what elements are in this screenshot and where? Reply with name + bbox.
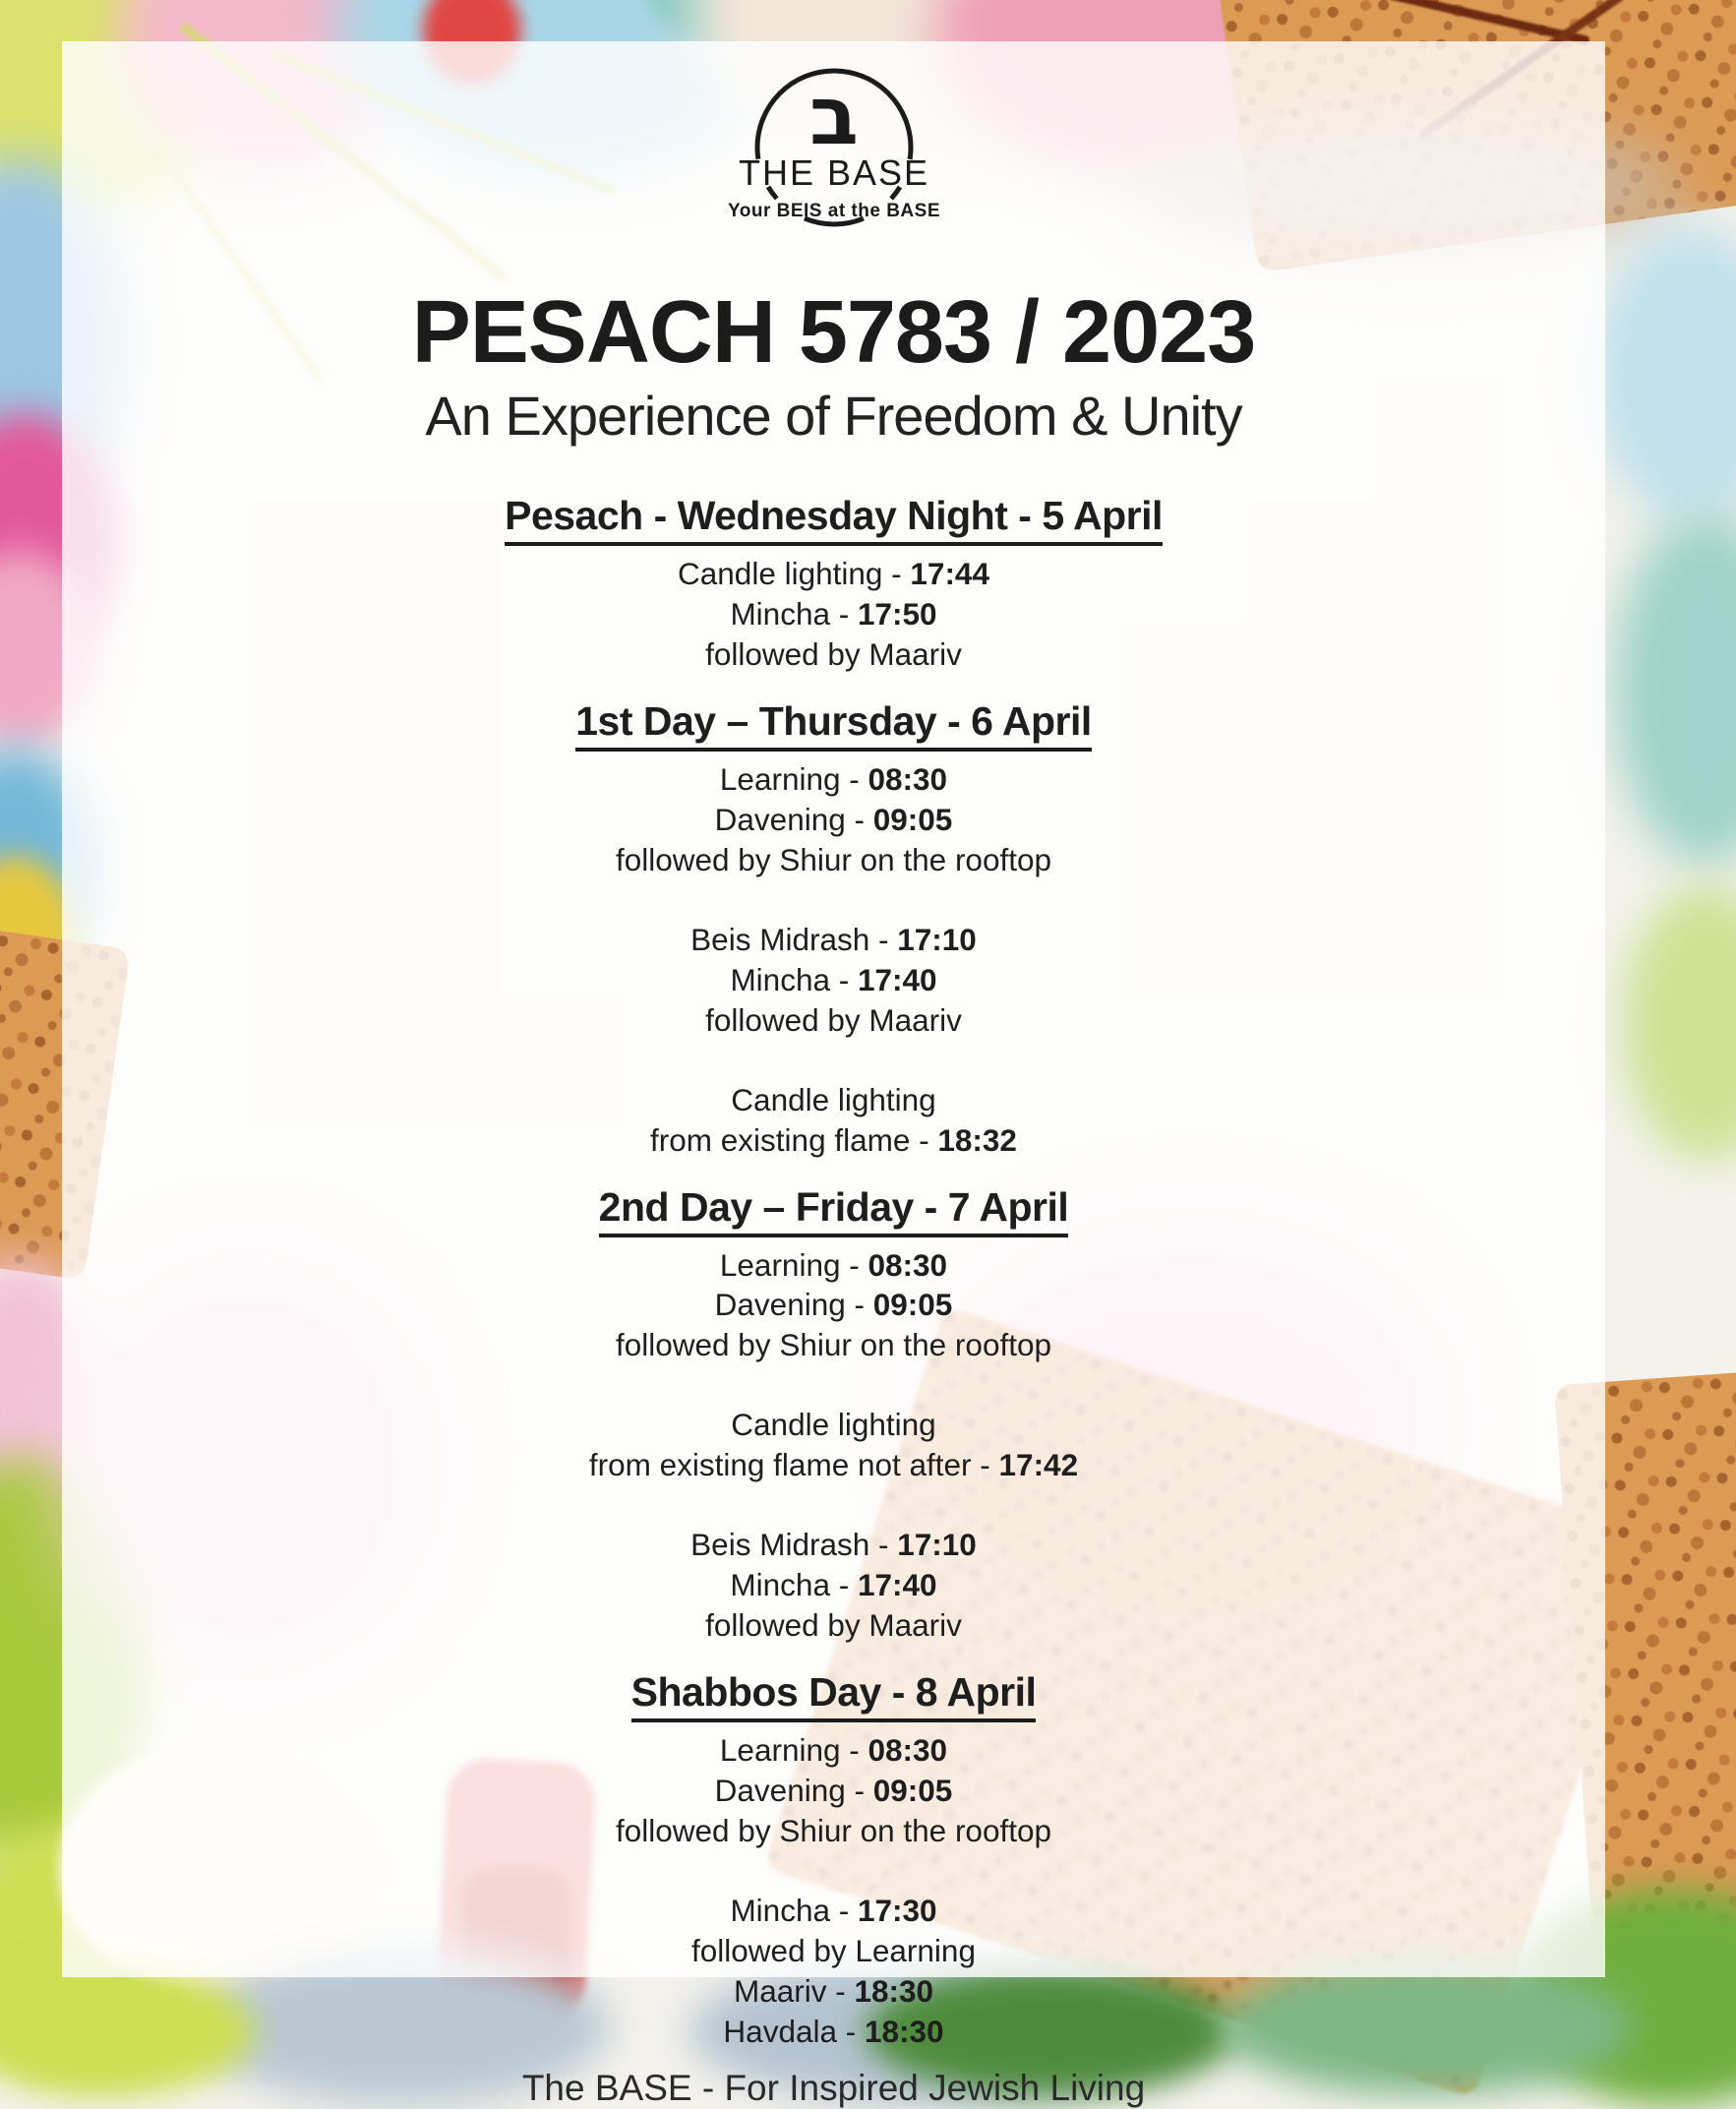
time-value: 08:30 [868,761,948,797]
schedule-label: Beis Midrash - [690,1527,898,1563]
schedule-group [616,1730,1051,1851]
time-value: 09:05 [872,1772,953,1808]
schedule-line [589,1565,1078,1605]
schedule-group [505,554,1163,675]
logo-graphic [716,57,952,259]
schedule-line: followed by Maariv [705,1607,962,1644]
schedule-sections [505,469,1163,2051]
the-base-logo [716,57,952,264]
schedule-group [575,1080,1092,1161]
schedule-line [575,800,1092,840]
section-heading-text: Pesach - Wednesday Night - 5 April [505,493,1163,546]
schedule-line [589,1525,1078,1565]
time-value: 18:32 [937,1121,1017,1158]
watercolor-blob [1593,226,1736,521]
time-value: 18:30 [854,1972,934,2009]
section-heading [575,698,1092,752]
time-value: 17:42 [998,1447,1079,1483]
schedule-group [589,1245,1078,1366]
schedule-group [589,1405,1078,1485]
schedule-label: Davening - [714,801,873,837]
schedule-label: Mincha - [730,1567,858,1603]
watercolor-blob [1623,885,1736,1161]
schedule-section [575,698,1092,1161]
page-subtitle: An Experience of Freedom & Unity [425,385,1242,448]
schedule-label: Candle lighting - [678,556,911,592]
footer-tagline: The BASE - For Inspired Jewish Living [521,2067,1146,2108]
schedule-line [616,2012,1051,2052]
schedule-group [575,759,1092,880]
logo-wordmark: THE BASE [738,152,929,193]
page-title: PESACH 5783 / 2023 [411,283,1256,382]
schedule-label: Mincha - [730,596,858,633]
schedule-line [575,960,1092,1000]
schedule-line: followed by Maariv [705,1001,962,1038]
watercolor-blob [1220,1958,1633,2095]
schedule-line [616,1771,1051,1811]
section-heading [616,1669,1051,1722]
section-heading [505,493,1163,546]
schedule-group [616,1891,1051,2052]
schedule-line: followed by Shiur on the rooftop [615,841,1052,877]
time-value: 09:05 [872,1287,953,1323]
schedule-line [616,1971,1051,2012]
schedule-line [575,1120,1092,1161]
schedule-line: followed by Maariv [705,636,962,673]
time-value: 17:30 [857,1892,937,1928]
schedule-line [505,554,1163,594]
section-heading [589,1184,1078,1237]
time-value: 17:10 [897,921,977,957]
time-value: 08:30 [868,1246,948,1283]
schedule-label: from existing flame not after - [588,1447,999,1483]
schedule-line [616,1730,1051,1771]
schedule-label: Mincha - [730,961,858,997]
schedule-section [589,1184,1078,1647]
schedule-label: Davening - [714,1772,873,1808]
hebrew-bet-icon: ב [808,70,859,163]
schedule-label: Mincha - [730,1892,858,1928]
schedule-line [589,1245,1078,1286]
schedule-label: Havdala - [723,2013,865,2049]
time-value: 17:10 [897,1527,977,1563]
flyer-content [62,41,1605,2108]
schedule-line: followed by Learning [691,1932,976,1968]
logo-tagline: Your BEIS at the BASE [727,201,940,221]
schedule-group [575,920,1092,1041]
schedule-line: Candle lighting [731,1081,936,1117]
schedule-section [505,493,1163,675]
schedule-line: followed by Shiur on the rooftop [615,1812,1052,1848]
schedule-group [589,1525,1078,1646]
schedule-line: Candle lighting [731,1407,936,1443]
schedule-label: Maariv - [733,1972,855,2009]
schedule-line [589,1285,1078,1325]
section-heading-text: Shabbos Day - 8 April [631,1669,1037,1722]
schedule-line [575,759,1092,800]
schedule-label: from existing flame - [650,1121,938,1158]
time-value: 17:44 [910,556,989,592]
schedule-label: Learning - [719,1732,868,1768]
time-value: 09:05 [872,801,953,837]
schedule-label: Learning - [719,761,868,797]
section-heading-text: 2nd Day – Friday - 7 April [599,1184,1069,1237]
time-value: 18:30 [865,2013,944,2049]
time-value: 08:30 [868,1732,948,1768]
schedule-section [616,1669,1051,2052]
time-value: 17:50 [857,596,937,633]
schedule-line [616,1891,1051,1931]
schedule-label: Davening - [714,1287,873,1323]
schedule-line [505,594,1163,634]
schedule-line [575,920,1092,960]
watercolor-blob [1613,512,1736,866]
schedule-line [589,1445,1078,1485]
section-heading-text: 1st Day – Thursday - 6 April [575,698,1092,752]
time-value: 17:40 [857,961,937,997]
schedule-line: followed by Shiur on the rooftop [615,1327,1051,1363]
time-value: 17:40 [857,1567,937,1603]
schedule-label: Beis Midrash - [690,921,898,957]
schedule-label: Learning - [719,1246,868,1283]
